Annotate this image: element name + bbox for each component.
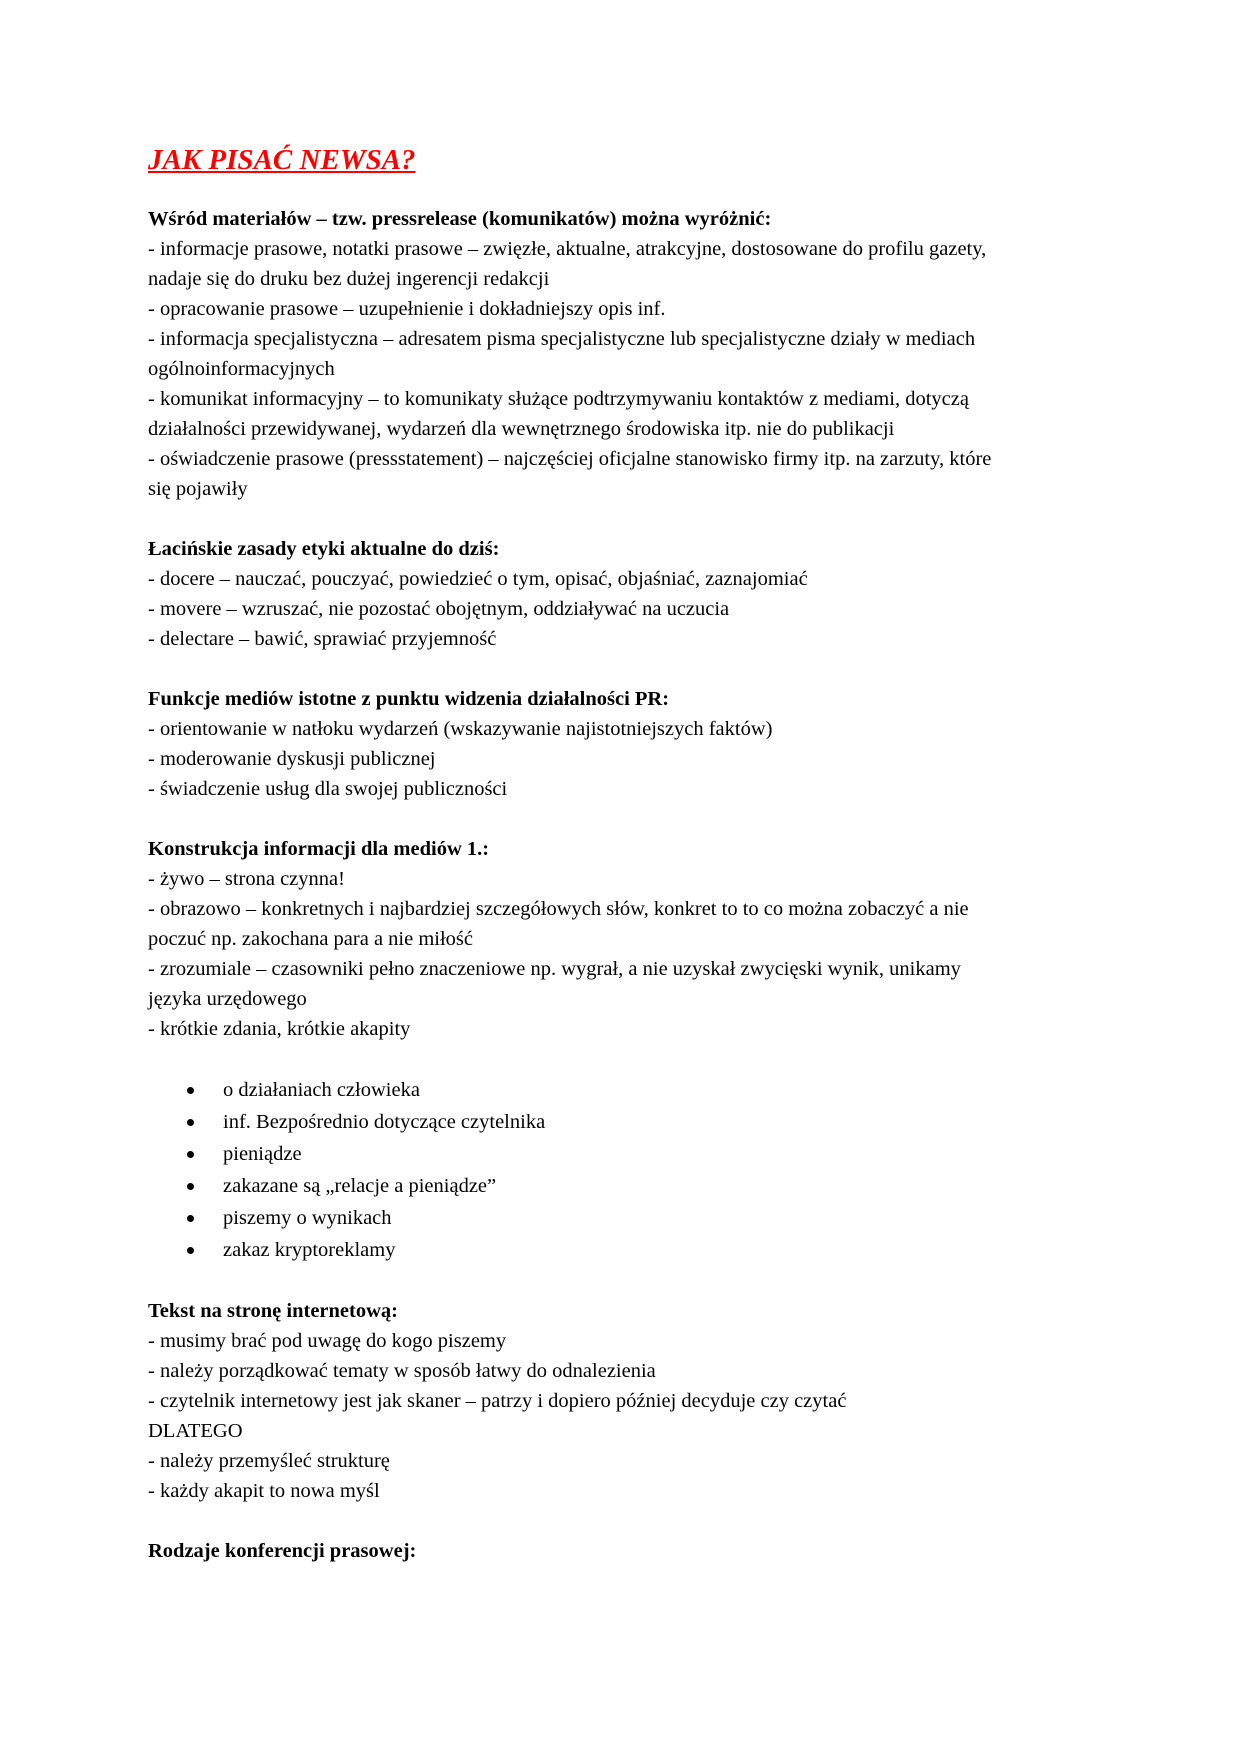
text-line: - movere – wzruszać, nie pozostać obojętnym, oddziaływać na uczucia: [148, 598, 730, 620]
section-material-types: [148, 204, 1108, 504]
text-line: DLATEGO: [148, 1420, 243, 1442]
section-info-construction: [148, 834, 1108, 1266]
text-line: - docere – nauczać, pouczyać, powiedzieć o tym, opisać, objaśniać, zaznajomiać: [148, 568, 808, 590]
text-line: ogólnoinformacyjnych: [148, 358, 335, 380]
text-line: - musimy brać pod uwagę do kogo piszemy: [148, 1330, 507, 1352]
text-line: poczuć np. zakochana para a nie miłość: [148, 928, 473, 950]
text-line: - żywo – strona czynna!: [148, 868, 345, 890]
text-line: - delectare – bawić, sprawiać przyjemność: [148, 628, 497, 650]
text-line: - oświadczenie prasowe (pressstatement) – najczęściej oficjalne stanowisko firmy itp. na zarzuty, które: [148, 448, 992, 470]
text-line: - należy porządkować tematy w sposób łatwy do odnalezienia: [148, 1360, 656, 1382]
section-website-text: [148, 1296, 1108, 1506]
text-line: - moderowanie dyskusji publicznej: [148, 748, 436, 770]
page-title: JAK PISAĆ NEWSA?: [148, 144, 416, 176]
section-heading: Konstrukcja informacji dla mediów 1.:: [148, 838, 490, 860]
document-page: [148, 140, 1108, 1596]
list-item-text: o działaniach człowieka: [223, 1079, 420, 1101]
section-heading: Rodzaje konferencji prasowej:: [148, 1540, 417, 1562]
text-line: - należy przemyśleć strukturę: [148, 1450, 390, 1472]
list-item: [148, 1234, 1108, 1266]
text-line: działalności przewidywanej, wydarzeń dla wewnętrznego środowiska itp. nie do publikacji: [148, 418, 895, 440]
text-line: - opracowanie prasowe – uzupełnienie i dokładniejszy opis inf.: [148, 298, 666, 320]
section-heading: Funkcje mediów istotne z punktu widzenia działalności PR:: [148, 688, 670, 710]
list-item: [148, 1074, 1108, 1106]
text-line: się pojawiły: [148, 478, 248, 500]
section-latin-ethics: [148, 534, 1108, 654]
text-line: - obrazowo – konkretnych i najbardziej szczegółowych słów, konkret to to co można zobaczyć a nie: [148, 898, 969, 920]
bullet-icon: [187, 1215, 194, 1222]
text-line: - informacje prasowe, notatki prasowe – zwięzłe, aktualne, atrakcyjne, dostosowane do profilu gazety,: [148, 238, 987, 260]
list-item: [148, 1170, 1108, 1202]
bullet-list: [148, 1074, 1108, 1266]
text-line: - informacja specjalistyczna – adresatem pisma specjalistyczne lub specjalistyczne działy w mediach: [148, 328, 976, 350]
bullet-icon: [187, 1087, 194, 1094]
bullet-icon: [187, 1183, 194, 1190]
bullet-icon: [187, 1119, 194, 1126]
list-item: [148, 1202, 1108, 1234]
list-item: [148, 1106, 1108, 1138]
text-line: - czytelnik internetowy jest jak skaner – patrzy i dopiero później decyduje czy czytać: [148, 1390, 847, 1412]
section-heading: Łacińskie zasady etyki aktualne do dziś:: [148, 538, 500, 560]
list-item-text: zakaz kryptoreklamy: [223, 1239, 396, 1261]
list-item-text: piszemy o wynikach: [223, 1207, 392, 1229]
text-line: - świadczenie usług dla swojej publiczności: [148, 778, 508, 800]
list-item-text: zakazane są „relacje a pieniądze”: [223, 1175, 497, 1197]
text-line: - zrozumiale – czasowniki pełno znaczeniowe np. wygrał, a nie uzyskał zwycięski wynik, unikamy: [148, 958, 961, 980]
bullet-icon: [187, 1151, 194, 1158]
section-press-conference-types: [148, 1536, 1108, 1566]
section-media-functions: [148, 684, 1108, 804]
text-line: nadaje się do druku bez dużej ingerencji redakcji: [148, 268, 550, 290]
bullet-icon: [187, 1247, 194, 1254]
section-heading: Tekst na stronę internetową:: [148, 1300, 398, 1322]
text-line: - krótkie zdania, krótkie akapity: [148, 1018, 411, 1040]
text-line: - każdy akapit to nowa myśl: [148, 1480, 380, 1502]
list-item-text: pieniądze: [223, 1143, 302, 1165]
text-line: - komunikat informacyjny – to komunikaty służące podtrzymywaniu kontaktów z mediami, dotyczą: [148, 388, 969, 410]
text-line: - orientowanie w natłoku wydarzeń (wskazywanie najistotniejszych faktów): [148, 718, 773, 740]
list-item: [148, 1138, 1108, 1170]
section-heading: Wśród materiałów – tzw. pressrelease (komunikatów) można wyróżnić:: [148, 208, 772, 230]
list-item-text: inf. Bezpośrednio dotyczące czytelnika: [223, 1111, 546, 1133]
text-line: języka urzędowego: [148, 988, 307, 1010]
